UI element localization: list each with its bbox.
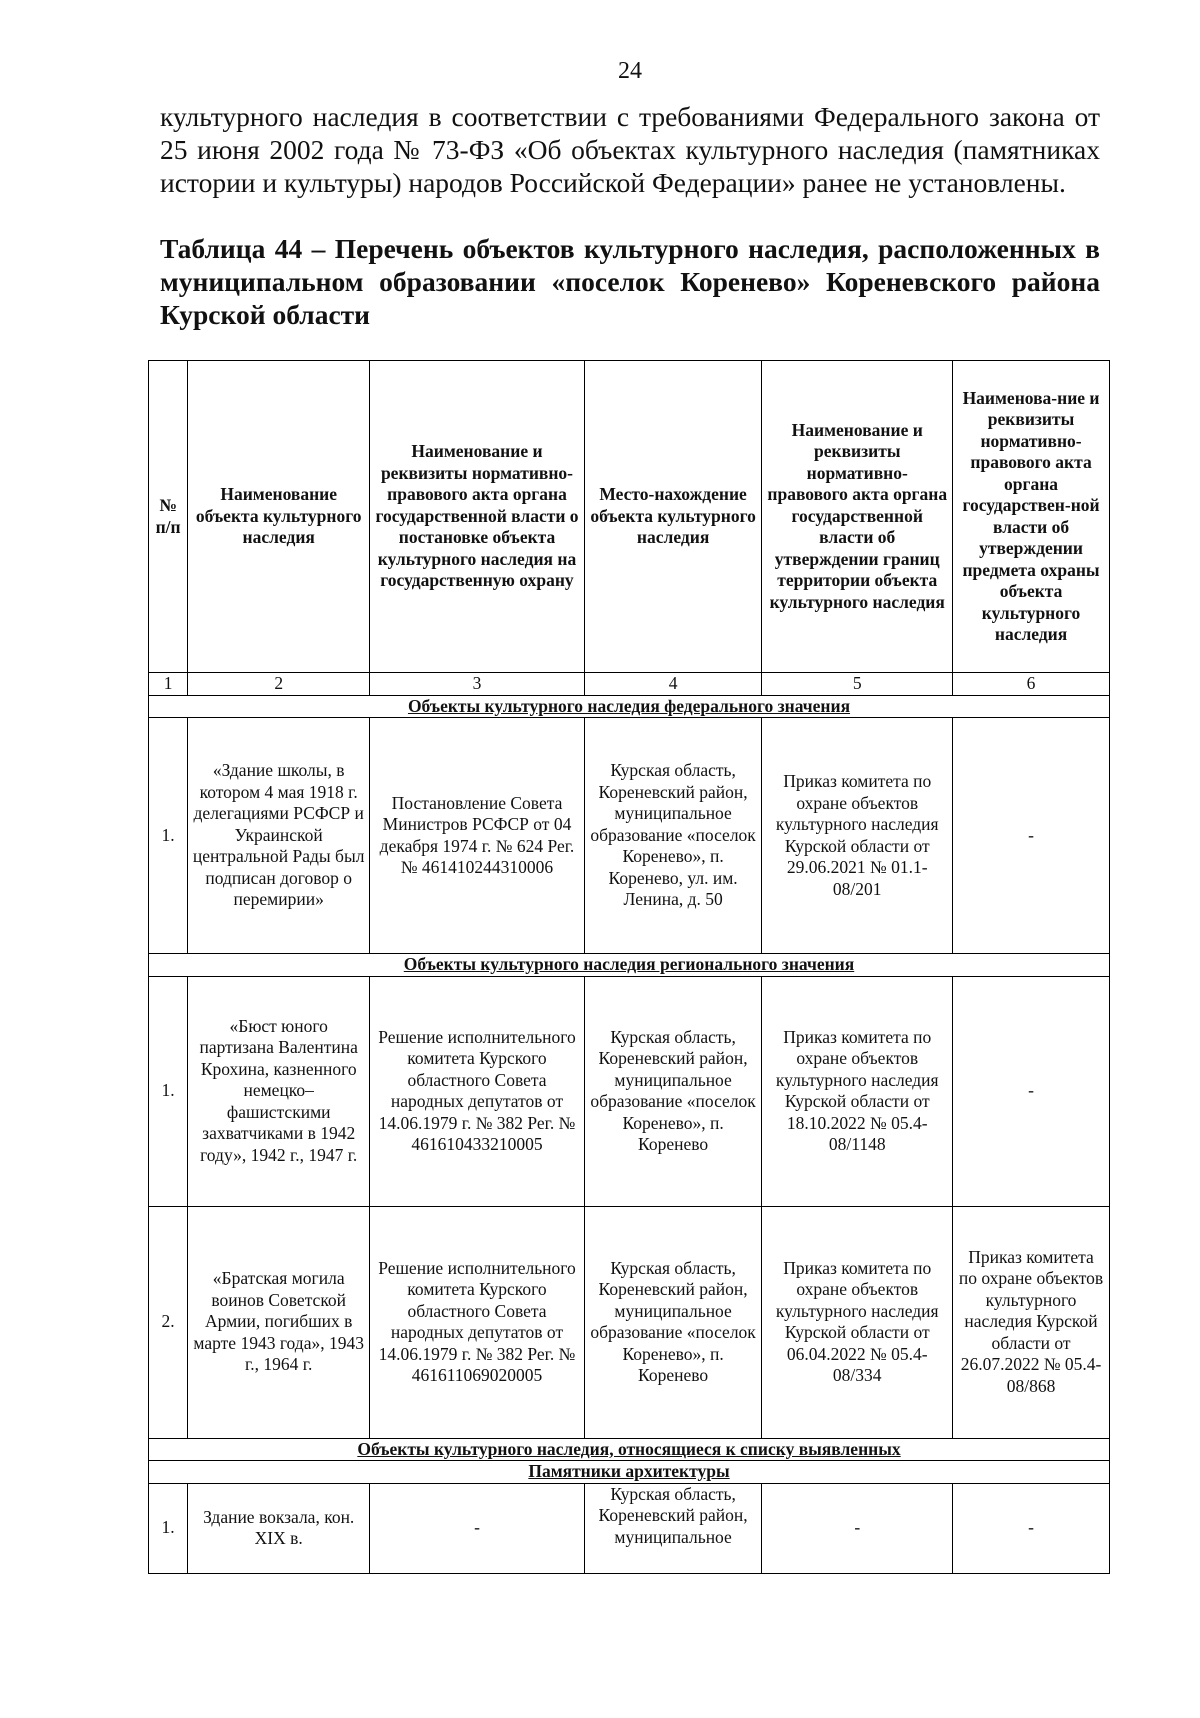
cell-registration-act: Решение исполнительного комитета Курского областного Совета народных депутатов от 14.06.1979 г. № 382 Рег. № 461610433210005 [370, 976, 585, 1206]
cell-num: 1. [149, 718, 188, 954]
cell-boundaries-act: Приказ комитета по охране объектов культурного наследия Курской области от 18.10.2022 № 05.4-08/1148 [762, 976, 953, 1206]
table-header-row [149, 361, 1110, 673]
header-registration-act: Наименование и реквизиты нормативно-правового акта органа государственной власти о постановке объекта культурного наследия на государственную охрану [370, 361, 585, 673]
cell-location: Курская область, Кореневский район, муниципальное [584, 1483, 762, 1573]
header-num: № п/п [149, 361, 188, 673]
page-number: 24 [618, 58, 642, 84]
cell-location: Курская область, Кореневский район, муниципальное образование «поселок Коренево», п. Коренево [584, 1206, 762, 1438]
cell-object-name: «Здание школы, в котором 4 мая 1918 г. делегациями РСФСР и Украинской центральной Рады был подписан договор о перемирии» [188, 718, 370, 954]
section-row [149, 695, 1110, 718]
cell-boundaries-act: - [762, 1483, 953, 1573]
column-number: 1 [149, 673, 188, 696]
column-number: 2 [188, 673, 370, 696]
cell-protection-act: - [953, 1483, 1110, 1573]
cell-protection-act: - [953, 718, 1110, 954]
table-caption: Таблица 44 – Перечень объектов культурного наследия, расположенных в муниципальном образовании «поселок Коренево» Кореневского района Курской области [160, 233, 1100, 330]
cell-num: 2. [149, 1206, 188, 1438]
header-location: Место-нахождение объекта культурного наследия [584, 361, 762, 673]
table-row [149, 718, 1110, 954]
table-row [149, 1206, 1110, 1438]
cell-boundaries-act: Приказ комитета по охране объектов культурного наследия Курской области от 06.04.2022 № 05.4-08/334 [762, 1206, 953, 1438]
table-row [149, 976, 1110, 1206]
cell-protection-act: Приказ комитета по охране объектов культурного наследия Курской области от 26.07.2022 № 05.4-08/868 [953, 1206, 1110, 1438]
cell-object-name: «Бюст юного партизана Валентина Крохина, казненного немецко–фашистскими захватчиками в 1942 году», 1942 г., 1947 г. [188, 976, 370, 1206]
cell-num: 1. [149, 976, 188, 1206]
section-row [149, 954, 1110, 977]
cell-object-name: «Братская могила воинов Советской Армии, погибших в марте 1943 года», 1943 г., 1964 г. [188, 1206, 370, 1438]
cell-protection-act: - [953, 976, 1110, 1206]
column-number: 6 [953, 673, 1110, 696]
section-subtitle-architecture: Памятники архитектуры [149, 1461, 1110, 1484]
section-title-federal: Объекты культурного наследия федерального значения [149, 695, 1110, 718]
header-object-name: Наименование объекта культурного наследия [188, 361, 370, 673]
header-protection-act: Наименова-ние и реквизиты нормативно-правового акта органа государствен-ной власти об утверждении предмета охраны объекта культурного наследия [953, 361, 1110, 673]
column-number: 3 [370, 673, 585, 696]
table-row [149, 1483, 1110, 1573]
cell-location: Курская область, Кореневский район, муниципальное образование «поселок Коренево», п. Коренево, ул. им. Ленина, д. 50 [584, 718, 762, 954]
cell-num: 1. [149, 1483, 188, 1573]
column-number: 5 [762, 673, 953, 696]
cell-location: Курская область, Кореневский район, муниципальное образование «поселок Коренево», п. Коренево [584, 976, 762, 1206]
cell-object-name: Здание вокзала, кон. XIX в. [188, 1483, 370, 1573]
column-numbers-row [149, 673, 1110, 696]
intro-paragraph: культурного наследия в соответствии с требованиями Федерального закона от 25 июня 2002 года № 73-ФЗ «Об объектах культурного наследия (памятниках истории и культуры) народов Российской Федерации» ранее не установлены. [160, 101, 1100, 198]
header-boundaries-act: Наименование и реквизиты нормативно-правового акта органа государственной власти об утверждении границ территории объекта культурного наследия [762, 361, 953, 673]
section-row [149, 1461, 1110, 1484]
cell-registration-act: - [370, 1483, 585, 1573]
heritage-objects-table [148, 360, 1110, 1574]
section-row [149, 1438, 1110, 1461]
cell-registration-act: Решение исполнительного комитета Курского областного Совета народных депутатов от 14.06.1979 г. № 382 Рег. № 461611069020005 [370, 1206, 585, 1438]
section-title-identified: Объекты культурного наследия, относящиеся к списку выявленных [149, 1438, 1110, 1461]
section-title-regional: Объекты культурного наследия регионального значения [149, 954, 1110, 977]
cell-registration-act: Постановление Совета Министров РСФСР от 04 декабря 1974 г. № 624 Рег. № 461410244310006 [370, 718, 585, 954]
column-number: 4 [584, 673, 762, 696]
cell-boundaries-act: Приказ комитета по охране объектов культурного наследия Курской области от 29.06.2021 № 01.1-08/201 [762, 718, 953, 954]
